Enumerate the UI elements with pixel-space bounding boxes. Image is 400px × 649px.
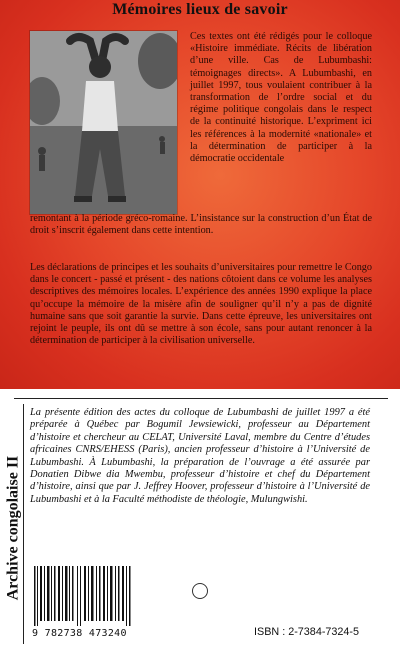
- publisher-logo-icon: [192, 583, 208, 599]
- vertical-rule: [23, 404, 24, 644]
- photo-illustration: [30, 31, 177, 214]
- barcode: [30, 566, 135, 628]
- paragraph-1-part-1: Ces textes ont été rédigés pour le colloque «Histoire immédiate. Récits de libération d’une ville. Cas de Lubumbashi: témoignages directs». A Lubumbashi, en juillet 1997, tous voulaient contribuer à la transformation de l’ordre social et du régime politique congolais dans le respect de la continuité historique. L’expriment ici les références à la modernité «nationale» et la détermination de participer à la démocratie occidentale: [190, 31, 372, 165]
- cover-photo: [30, 31, 177, 214]
- series-title-vertical: [3, 412, 23, 644]
- series-title: Archive congolaise II: [4, 455, 21, 601]
- book-title: Mémoires lieux de savoir: [112, 1, 288, 18]
- paragraph-2: Les déclarations de principes et les souhaits d’universitaires pour remettre le Congo dans le concert - passé et présent - des nations côtoient dans ce volume les analyses descriptives des mémoires locales. L’expérience des années 1990 explique la place qu’occupe la mémoire de la misère afin de souligner qu’il n’y a pas de dignité humaine sans que soit garantie la survie. Dans cette épreuve, les universitaires ont rejoint le peuple, ils ont dû se mettre à son école, sans pour autant renoncer à la détermination de participer à la civilisation universelle.: [30, 262, 372, 347]
- barcode-number: 9 782738 473240: [32, 628, 127, 639]
- isbn: ISBN : 2-7384-7324-5: [254, 626, 360, 638]
- section-divider: [14, 398, 388, 399]
- credits-text: La présente édition des actes du colloque de Lubumbashi de juillet 1997 a été préparée à Québec par Bogumil Jewsiewicki, professeur au Département d’histoire et chercheur au CELAT, Université Laval, membre du Centre d’études africaines CNRS/EHESS (Paris), ancien professeur d’histoire à l’Université de Lubumbashi. À Lubumbashi, la préparation de l’ouvrage a été assurée par Donatien Dibwe dia Mwembu, professeur d’histoire et chef du Département d’histoire, ainsi que par J. Jeffrey Hoover, professeur d’histoire à l’Université de Lubumbashi et à la Faculté méthodiste de théologie, Mulungwishi.: [30, 407, 370, 505]
- paragraph-1-part-2: remontant à la période gréco-romaine. L’insistance sur la construction d’un État de droit s’inscrit également dans cette intention.: [30, 213, 372, 237]
